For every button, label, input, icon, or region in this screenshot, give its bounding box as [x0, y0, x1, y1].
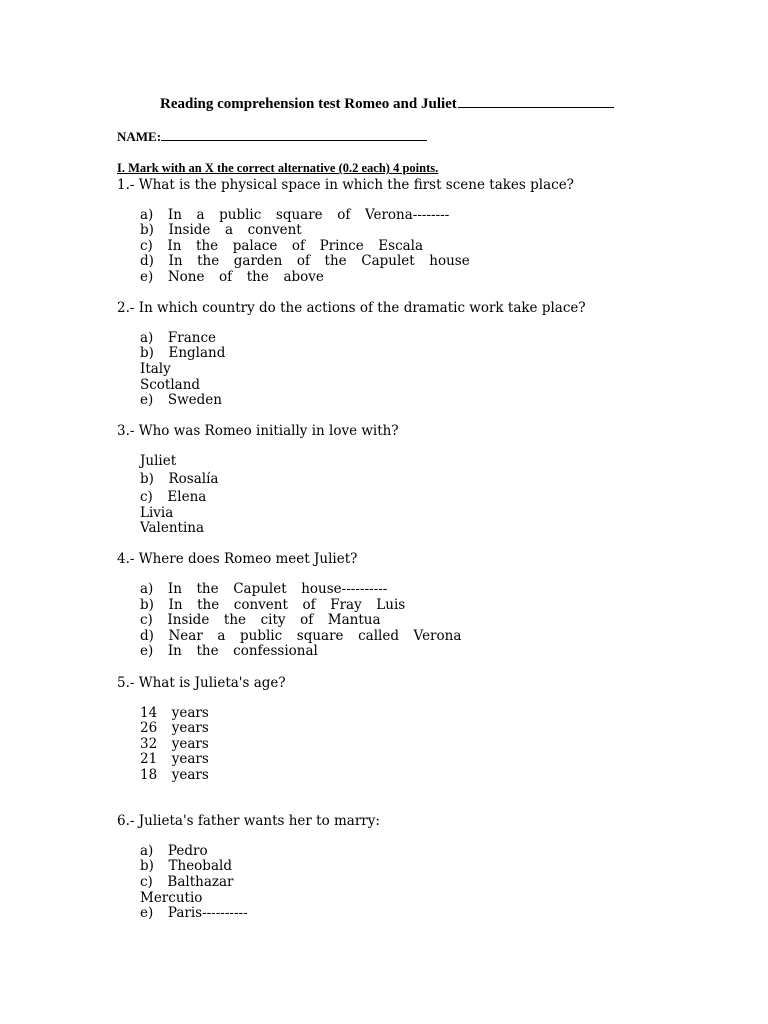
question-4: 4.- Where does Romeo meet Juliet? — [117, 551, 358, 567]
question-4-option-b[interactable]: b) In the convent of Fray Luis — [140, 597, 406, 613]
question-3-option-e[interactable]: Valentina — [140, 520, 205, 536]
name-blank-line[interactable] — [161, 129, 427, 141]
question-6-option-a[interactable]: a) Pedro — [140, 843, 208, 859]
question-3-option-a[interactable]: Juliet — [140, 453, 177, 469]
page-title — [160, 95, 614, 113]
name-label: NAME: — [117, 129, 162, 144]
question-4-option-e[interactable]: e) In the confessional — [140, 643, 318, 659]
question-2-option-e[interactable]: e) Sweden — [140, 392, 222, 408]
question-2-option-d[interactable]: Scotland — [140, 377, 201, 393]
question-4-option-c[interactable]: c) Inside the city of Mantua — [140, 612, 381, 628]
section-instruction: I. Mark with an X the correct alternative (0.2 each) 4 points. — [117, 161, 439, 175]
title-text: Reading comprehension test Romeo and Juliet — [160, 96, 457, 112]
question-6: 6.- Julieta's father wants her to marry: — [117, 813, 380, 829]
question-1-option-e[interactable]: e) None of the above — [140, 269, 324, 285]
question-4-option-a[interactable]: a) In the Capulet house---------- — [140, 581, 388, 597]
name-field-row — [117, 129, 427, 145]
question-2-option-a[interactable]: a) France — [140, 330, 217, 346]
question-1: 1.- What is the physical space in which the first scene takes place? — [117, 177, 574, 193]
question-3: 3.- Who was Romeo initially in love with? — [117, 423, 399, 439]
question-6-option-c[interactable]: c) Balthazar — [140, 874, 234, 890]
question-6-option-d[interactable]: Mercutio — [140, 890, 203, 906]
question-5-option-c[interactable]: 32 years — [140, 736, 209, 752]
question-1-option-b[interactable]: b) Inside a convent — [140, 222, 302, 238]
question-2-option-c[interactable]: Italy — [140, 361, 171, 377]
question-1-option-c[interactable]: c) In the palace of Prince Escala — [140, 238, 424, 254]
question-5-option-b[interactable]: 26 years — [140, 720, 209, 736]
title-underline-blank — [458, 95, 614, 108]
question-1-option-d[interactable]: d) In the garden of the Capulet house — [140, 253, 470, 269]
question-5-option-d[interactable]: 21 years — [140, 751, 209, 767]
question-3-option-c[interactable]: c) Elena — [140, 489, 207, 505]
question-3-option-b[interactable]: b) Rosalía — [140, 471, 219, 487]
question-5: 5.- What is Julieta's age? — [117, 675, 286, 691]
question-6-option-e[interactable]: e) Paris---------- — [140, 905, 248, 921]
question-4-option-d[interactable]: d) Near a public square called Verona — [140, 628, 462, 644]
question-1-option-a[interactable]: a) In a public square of Verona-------- — [140, 207, 450, 223]
question-6-option-b[interactable]: b) Theobald — [140, 858, 232, 874]
question-3-option-d[interactable]: Livia — [140, 505, 174, 521]
question-2: 2.- In which country do the actions of the dramatic work take place? — [117, 300, 586, 316]
question-5-option-e[interactable]: 18 years — [140, 767, 209, 783]
question-2-option-b[interactable]: b) England — [140, 345, 226, 361]
question-5-option-a[interactable]: 14 years — [140, 705, 209, 721]
